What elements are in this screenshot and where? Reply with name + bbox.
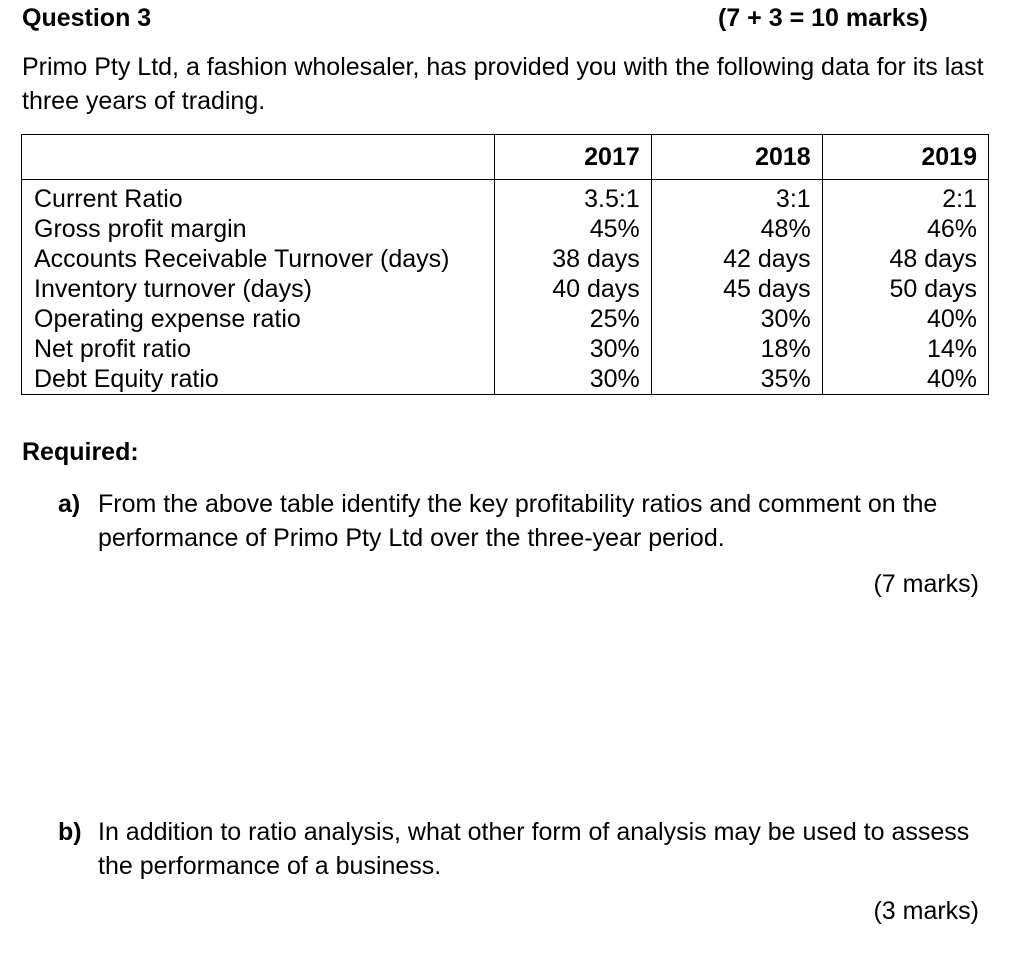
part-b [58, 815, 978, 883]
part-a-marks: (7 marks) [873, 570, 979, 598]
part-b-marks: (3 marks) [873, 897, 979, 925]
header-blank-cell [22, 135, 495, 180]
year-header: 2019 [822, 135, 988, 180]
cell-value: 40% [822, 304, 988, 334]
table-row [22, 244, 989, 274]
row-label: Net profit ratio [22, 334, 495, 364]
cell-value: 35% [651, 364, 822, 395]
required-heading: Required: [22, 438, 139, 466]
cell-value: 40% [822, 364, 988, 395]
cell-value: 3.5:1 [494, 180, 651, 215]
cell-value: 14% [822, 334, 988, 364]
cell-value: 42 days [651, 244, 822, 274]
cell-value: 30% [494, 334, 651, 364]
part-a [58, 487, 978, 555]
cell-value: 3:1 [651, 180, 822, 215]
cell-value: 50 days [822, 274, 988, 304]
ratio-table [21, 134, 989, 395]
question-total-marks: (7 + 3 = 10 marks) [718, 4, 928, 32]
table-row [22, 274, 989, 304]
year-header: 2018 [651, 135, 822, 180]
cell-value: 48 days [822, 244, 988, 274]
row-label: Current Ratio [22, 180, 495, 215]
cell-value: 30% [651, 304, 822, 334]
table-row [22, 180, 989, 215]
row-label: Inventory turnover (days) [22, 274, 495, 304]
cell-value: 38 days [494, 244, 651, 274]
table-row [22, 334, 989, 364]
question-title: Question 3 [22, 4, 152, 32]
table-row [22, 304, 989, 334]
table-row [22, 364, 989, 395]
part-letter: b) [58, 818, 82, 846]
cell-value: 25% [494, 304, 651, 334]
intro-paragraph: Primo Pty Ltd, a fashion wholesaler, has provided you with the following data for its last three years of trading. [22, 53, 984, 115]
part-letter: a) [58, 490, 81, 518]
cell-value: 48% [651, 214, 822, 244]
part-question-text: From the above table identify the key profitability ratios and comment on the performance of Primo Pty Ltd over the three-year period. [98, 490, 938, 552]
part-question-text: In addition to ratio analysis, what other form of analysis may be used to assess the performance of a business. [98, 818, 970, 880]
cell-value: 40 days [494, 274, 651, 304]
cell-value: 46% [822, 214, 988, 244]
cell-value: 45 days [651, 274, 822, 304]
row-label: Debt Equity ratio [22, 364, 495, 395]
table-header-row [22, 135, 989, 180]
row-label: Operating expense ratio [22, 304, 495, 334]
row-label: Gross profit margin [22, 214, 495, 244]
year-header: 2017 [494, 135, 651, 180]
cell-value: 18% [651, 334, 822, 364]
cell-value: 45% [494, 214, 651, 244]
row-label: Accounts Receivable Turnover (days) [22, 244, 495, 274]
cell-value: 30% [494, 364, 651, 395]
cell-value: 2:1 [822, 180, 988, 215]
table-row [22, 214, 989, 244]
